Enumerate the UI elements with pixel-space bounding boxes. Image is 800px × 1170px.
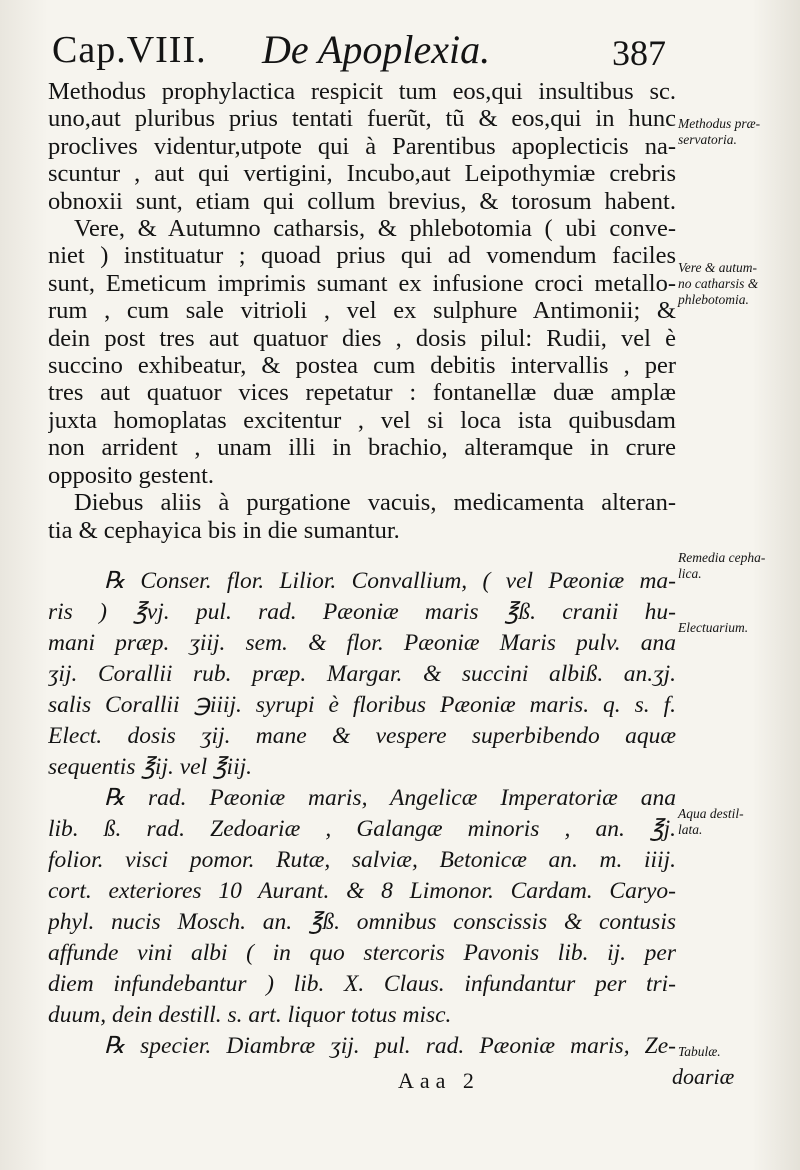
recipe-line: ℞ specier. Diambræ ʒij. pul. rad. Pæoniæ maris, Ze- — [104, 1032, 676, 1059]
recipe-aqua — [48, 783, 676, 1031]
recipe-line: lib. ß. rad. Zedoariæ , Galangæ minoris , an. ℥j. — [48, 815, 676, 842]
catchword: doariæ — [672, 1064, 735, 1089]
margin-note-tabulae — [678, 1044, 796, 1060]
margin-note-methodus — [678, 116, 796, 148]
margin-note-line: Remedia cepha- — [678, 550, 766, 565]
text-line: tia & cephayica bis in die sumantur. — [48, 516, 400, 544]
recipe-electuarium — [48, 566, 676, 783]
recipe-tabulae — [48, 1031, 676, 1062]
text-line: proclives videntur,utpote qui à Parentibus apoplecticis na- — [48, 132, 676, 160]
margin-note-electuarium — [678, 620, 796, 636]
margin-note-line: Tabulæ. — [678, 1044, 721, 1059]
page-number: 387 — [612, 33, 666, 73]
margin-note-line: Vere & autum- — [678, 260, 757, 275]
text-line: dein post tres aut quatuor dies , dosis pilul: Rudii, vel è — [48, 324, 676, 352]
margin-note-line: no catharsis & — [678, 276, 759, 291]
signature-mark: Aaa 2 — [398, 1068, 480, 1093]
margin-notes — [678, 0, 796, 1170]
text-line: juxta homoplatas excitentur , vel si loca ista quibusdam — [48, 406, 676, 434]
text-line: scuntur , aut qui vertigini, Incubo,aut Leipothymiæ crebris — [48, 160, 676, 188]
paragraph-vere — [48, 215, 676, 489]
margin-note-aqua — [678, 806, 796, 838]
text-line: obnoxii sunt, etiam qui collum brevius, & torosum habent. — [48, 187, 676, 215]
text-line: non arrident , unam illi in brachio, alteramque in crure — [48, 434, 676, 462]
recipe-line: ℞ rad. Pæoniæ maris, Angelicæ Imperatoriæ ana — [104, 784, 676, 811]
text-line: niet ) instituatur ; quoad prius qui ad vomendum faciles — [48, 242, 676, 270]
recipe-line: mani præp. ʒiij. sem. & flor. Pæoniæ Maris pulv. ana — [48, 629, 676, 656]
margin-note-line: lata. — [678, 822, 703, 837]
chapter-label: Cap.VIII. — [52, 29, 207, 71]
margin-note-line: servatoria. — [678, 132, 737, 147]
recipe-line: phyl. nucis Mosch. an. ℥ß. omnibus conscissis & contusis — [48, 908, 676, 935]
recipe-line: affunde vini albi ( in quo stercoris Pavonis lib. ij. per — [48, 939, 676, 966]
text-line: succino exhibeatur, & postea cum debitis intervallis , per — [48, 352, 676, 380]
running-title: De Apoplexia. — [262, 27, 491, 72]
margin-note-vere — [678, 260, 796, 308]
recipe-line: sequentis ℥ij. vel ℥iij. — [48, 753, 253, 780]
recipe-line: diem infundebantur ) lib. X. Claus. infundantur per tri- — [48, 970, 676, 997]
recipe-line: ʒij. Corallii rub. præp. Margar. & succini albiß. an.ʒj. — [48, 660, 676, 687]
margin-note-line: lica. — [678, 566, 702, 581]
recipe-line: ris ) ℥vj. pul. rad. Pæoniæ maris ℥ß. cranii hu- — [48, 598, 676, 625]
recipe-line: cort. exteriores 10 Aurant. & 8 Limonor. Cardam. Caryo- — [48, 877, 676, 904]
recipe-line: folior. visci pomor. Rutæ, salviæ, Betonicæ an. m. iiij. — [48, 846, 676, 873]
margin-note-line: Aqua destil- — [678, 806, 744, 821]
paragraph-diebus — [48, 489, 676, 544]
text-line: Diebus aliis à purgatione vacuis, medicamenta alteran- — [74, 489, 676, 517]
text-line: sunt, Emeticum imprimis sumant ex infusione croci metallo- — [48, 269, 676, 297]
margin-note-line: Methodus præ- — [678, 116, 761, 131]
recipe-line: ℞ Conser. flor. Lilior. Convallium, ( vel Pæoniæ ma- — [104, 567, 676, 594]
recipe-line: duum, dein destill. s. art. liquor totus misc. — [48, 1001, 452, 1028]
recipe-line: Elect. dosis ʒij. mane & vespere superbibendo aquæ — [48, 722, 676, 749]
paragraph-methodus — [48, 78, 676, 215]
text-line: opposito gestent. — [48, 461, 215, 489]
text-line: uno,aut pluribus prius tentati fuerũt, tũ & eos,qui in hunc — [48, 105, 676, 133]
running-header — [52, 22, 672, 78]
main-text-block — [48, 78, 676, 1062]
text-line: rum , cum sale vitrioli , vel ex sulphure Antimonii; & — [48, 297, 676, 325]
margin-note-line: Electuarium. — [678, 620, 749, 635]
margin-note-line: phlebotomia. — [678, 292, 749, 307]
text-line: Methodus prophylactica respicit tum eos,qui insultibus sc. — [48, 78, 676, 105]
text-line: Vere, & Autumno catharsis, & phlebotomia ( ubi conve- — [74, 215, 676, 243]
margin-note-remedia — [678, 550, 796, 582]
recipe-line: salis Corallii ℈iiij. syrupi è floribus Pæoniæ maris. q. s. f. — [48, 691, 676, 718]
text-line: tres aut quatuor vices repetatur : fontanellæ duæ amplæ — [48, 379, 676, 407]
